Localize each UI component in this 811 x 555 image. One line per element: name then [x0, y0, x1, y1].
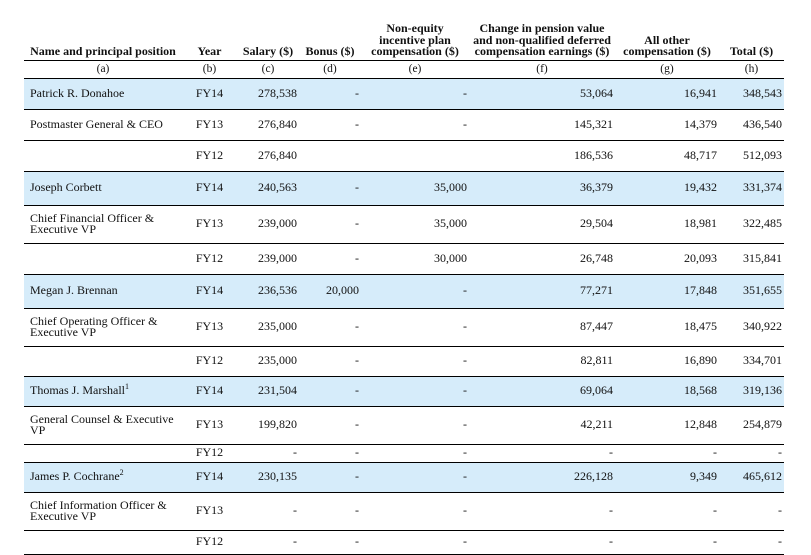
header-salary: Salary ($): [242, 44, 294, 58]
salary-cell: 231,504: [237, 376, 299, 406]
bonus-cell: -: [299, 376, 361, 406]
bonus-cell: -: [299, 444, 361, 462]
salary-cell: 278,538: [237, 78, 299, 109]
name-text: Thomas J. Marshall: [30, 383, 125, 398]
non-equity-cell: -: [361, 274, 469, 308]
bonus-cell: -: [299, 530, 361, 554]
non-equity-cell: -: [361, 492, 469, 530]
table-row: [24, 406, 784, 444]
total-cell: -: [719, 492, 784, 530]
year-cell: FY14: [182, 274, 237, 308]
name-cell: [24, 346, 182, 376]
total-cell: 319,136: [719, 376, 784, 406]
year-cell: FY13: [182, 205, 237, 243]
non-equity-cell: -: [361, 308, 469, 346]
column-letter: (d): [299, 60, 361, 78]
table-row: [24, 243, 784, 274]
name-cell: [24, 462, 182, 492]
name-cell: [24, 492, 182, 530]
bonus-cell: -: [299, 78, 361, 109]
column-letter: (g): [615, 60, 719, 78]
pension-cell: 29,504: [469, 205, 615, 243]
column-letter: (b): [182, 60, 237, 78]
salary-cell: -: [237, 530, 299, 554]
other-cell: 17,848: [615, 274, 719, 308]
other-cell: 48,717: [615, 140, 719, 171]
year-cell: FY13: [182, 109, 237, 140]
salary-cell: 236,536: [237, 274, 299, 308]
table-row: [24, 109, 784, 140]
name-cell: [24, 109, 182, 140]
pension-cell: 186,536: [469, 140, 615, 171]
header-pension: Change in pension value and non-qualified deferred compensation earnings ($): [473, 21, 611, 58]
total-cell: 465,612: [719, 462, 784, 492]
name-text: Megan J. Brennan: [30, 283, 118, 298]
name-cell: [24, 274, 182, 308]
non-equity-cell: -: [361, 78, 469, 109]
salary-cell: 230,135: [237, 462, 299, 492]
other-cell: -: [615, 444, 719, 462]
name-text: James P. Cochrane: [30, 469, 120, 484]
table-row: [24, 171, 784, 205]
non-equity-cell: [361, 140, 469, 171]
bonus-cell: -: [299, 406, 361, 444]
salary-cell: 276,840: [237, 140, 299, 171]
bonus-cell: -: [299, 243, 361, 274]
name-cell: [24, 444, 182, 462]
table-row: [24, 308, 784, 346]
name-text: Chief Information Officer & Executive VP: [30, 497, 167, 523]
column-letter: (h): [719, 60, 784, 78]
pension-cell: 226,128: [469, 462, 615, 492]
pension-cell: 53,064: [469, 78, 615, 109]
other-cell: 9,349: [615, 462, 719, 492]
year-cell: FY12: [182, 530, 237, 554]
total-cell: -: [719, 530, 784, 554]
name-cell: [24, 308, 182, 346]
bonus-cell: -: [299, 492, 361, 530]
total-cell: 436,540: [719, 109, 784, 140]
non-equity-cell: -: [361, 530, 469, 554]
pension-cell: 36,379: [469, 171, 615, 205]
name-cell: [24, 406, 182, 444]
non-equity-cell: 35,000: [361, 205, 469, 243]
bonus-cell: -: [299, 109, 361, 140]
salary-cell: 276,840: [237, 109, 299, 140]
total-cell: 348,543: [719, 78, 784, 109]
other-cell: 19,432: [615, 171, 719, 205]
year-cell: FY14: [182, 376, 237, 406]
table-row: [24, 140, 784, 171]
column-letter: (c): [237, 60, 299, 78]
footnote-marker: 2: [119, 468, 124, 478]
other-cell: 12,848: [615, 406, 719, 444]
bonus-cell: -: [299, 308, 361, 346]
name-text: Chief Financial Officer & Executive VP: [30, 210, 155, 236]
non-equity-cell: 30,000: [361, 243, 469, 274]
name-text: Joseph Corbett: [30, 180, 102, 195]
name-text: General Counsel & Executive VP: [30, 411, 174, 437]
header-bonus: Bonus ($): [305, 44, 355, 58]
column-letter: (e): [361, 60, 469, 78]
year-cell: FY13: [182, 308, 237, 346]
non-equity-cell: -: [361, 109, 469, 140]
year-cell: FY14: [182, 462, 237, 492]
salary-cell: -: [237, 444, 299, 462]
year-cell: FY13: [182, 406, 237, 444]
non-equity-cell: -: [361, 444, 469, 462]
pension-cell: 26,748: [469, 243, 615, 274]
salary-cell: 235,000: [237, 346, 299, 376]
other-cell: 16,941: [615, 78, 719, 109]
pension-cell: -: [469, 530, 615, 554]
name-cell: [24, 78, 182, 109]
bonus-cell: -: [299, 205, 361, 243]
non-equity-cell: -: [361, 376, 469, 406]
year-cell: FY13: [182, 492, 237, 530]
bonus-cell: [299, 140, 361, 171]
other-cell: 18,475: [615, 308, 719, 346]
table-row: [24, 376, 784, 406]
other-cell: -: [615, 530, 719, 554]
non-equity-cell: -: [361, 406, 469, 444]
other-cell: 18,568: [615, 376, 719, 406]
column-letter: (f): [469, 60, 615, 78]
pension-cell: -: [469, 444, 615, 462]
name-cell: [24, 205, 182, 243]
name-cell: [24, 530, 182, 554]
table-row: [24, 274, 784, 308]
salary-cell: 199,820: [237, 406, 299, 444]
table-row: [24, 444, 784, 462]
year-cell: FY12: [182, 243, 237, 274]
name-cell: [24, 140, 182, 171]
total-cell: 340,922: [719, 308, 784, 346]
total-cell: 331,374: [719, 171, 784, 205]
table-row: [24, 78, 784, 109]
salary-cell: 239,000: [237, 205, 299, 243]
column-letter: (a): [24, 60, 182, 78]
pension-cell: 42,211: [469, 406, 615, 444]
bonus-cell: -: [299, 462, 361, 492]
year-cell: FY14: [182, 78, 237, 109]
pension-cell: 87,447: [469, 308, 615, 346]
table-row: [24, 492, 784, 530]
salary-cell: -: [237, 492, 299, 530]
salary-cell: 235,000: [237, 308, 299, 346]
year-cell: FY12: [182, 444, 237, 462]
other-cell: 20,093: [615, 243, 719, 274]
header-other: All other compensation ($): [623, 32, 711, 58]
other-cell: 16,890: [615, 346, 719, 376]
other-cell: -: [615, 492, 719, 530]
total-cell: 322,485: [719, 205, 784, 243]
table-body: [24, 78, 784, 554]
table-row: [24, 205, 784, 243]
total-cell: -: [719, 444, 784, 462]
header-year: Year: [197, 44, 222, 58]
pension-cell: 82,811: [469, 346, 615, 376]
name-text: Patrick R. Donahoe: [30, 85, 125, 100]
table-row: [24, 346, 784, 376]
year-cell: FY12: [182, 346, 237, 376]
name-cell: [24, 243, 182, 274]
non-equity-cell: 35,000: [361, 171, 469, 205]
footnote-marker: 1: [125, 382, 129, 392]
table-row: [24, 530, 784, 554]
total-cell: 351,655: [719, 274, 784, 308]
pension-cell: 77,271: [469, 274, 615, 308]
total-cell: 334,701: [719, 346, 784, 376]
non-equity-cell: -: [361, 346, 469, 376]
pension-cell: -: [469, 492, 615, 530]
total-cell: 315,841: [719, 243, 784, 274]
bonus-cell: -: [299, 171, 361, 205]
other-cell: 18,981: [615, 205, 719, 243]
pension-cell: 145,321: [469, 109, 615, 140]
year-cell: FY14: [182, 171, 237, 205]
header-total: Total ($): [729, 44, 774, 58]
total-cell: 254,879: [719, 406, 784, 444]
name-text: Chief Operating Officer & Executive VP: [30, 313, 158, 339]
salary-cell: 240,563: [237, 171, 299, 205]
non-equity-cell: -: [361, 462, 469, 492]
header-non-equity: Non-equity incentive plan compensation ($): [371, 21, 459, 58]
name-cell: [24, 376, 182, 406]
bonus-cell: 20,000: [299, 274, 361, 308]
table-row: [24, 462, 784, 492]
name-cell: [24, 171, 182, 205]
year-cell: FY12: [182, 140, 237, 171]
total-cell: 512,093: [719, 140, 784, 171]
bonus-cell: -: [299, 346, 361, 376]
other-cell: 14,379: [615, 109, 719, 140]
name-text: Postmaster General & CEO: [30, 116, 163, 131]
summary-compensation-table: [24, 4, 784, 555]
header-name: Name and principal position: [30, 44, 176, 58]
salary-cell: 239,000: [237, 243, 299, 274]
pension-cell: 69,064: [469, 376, 615, 406]
